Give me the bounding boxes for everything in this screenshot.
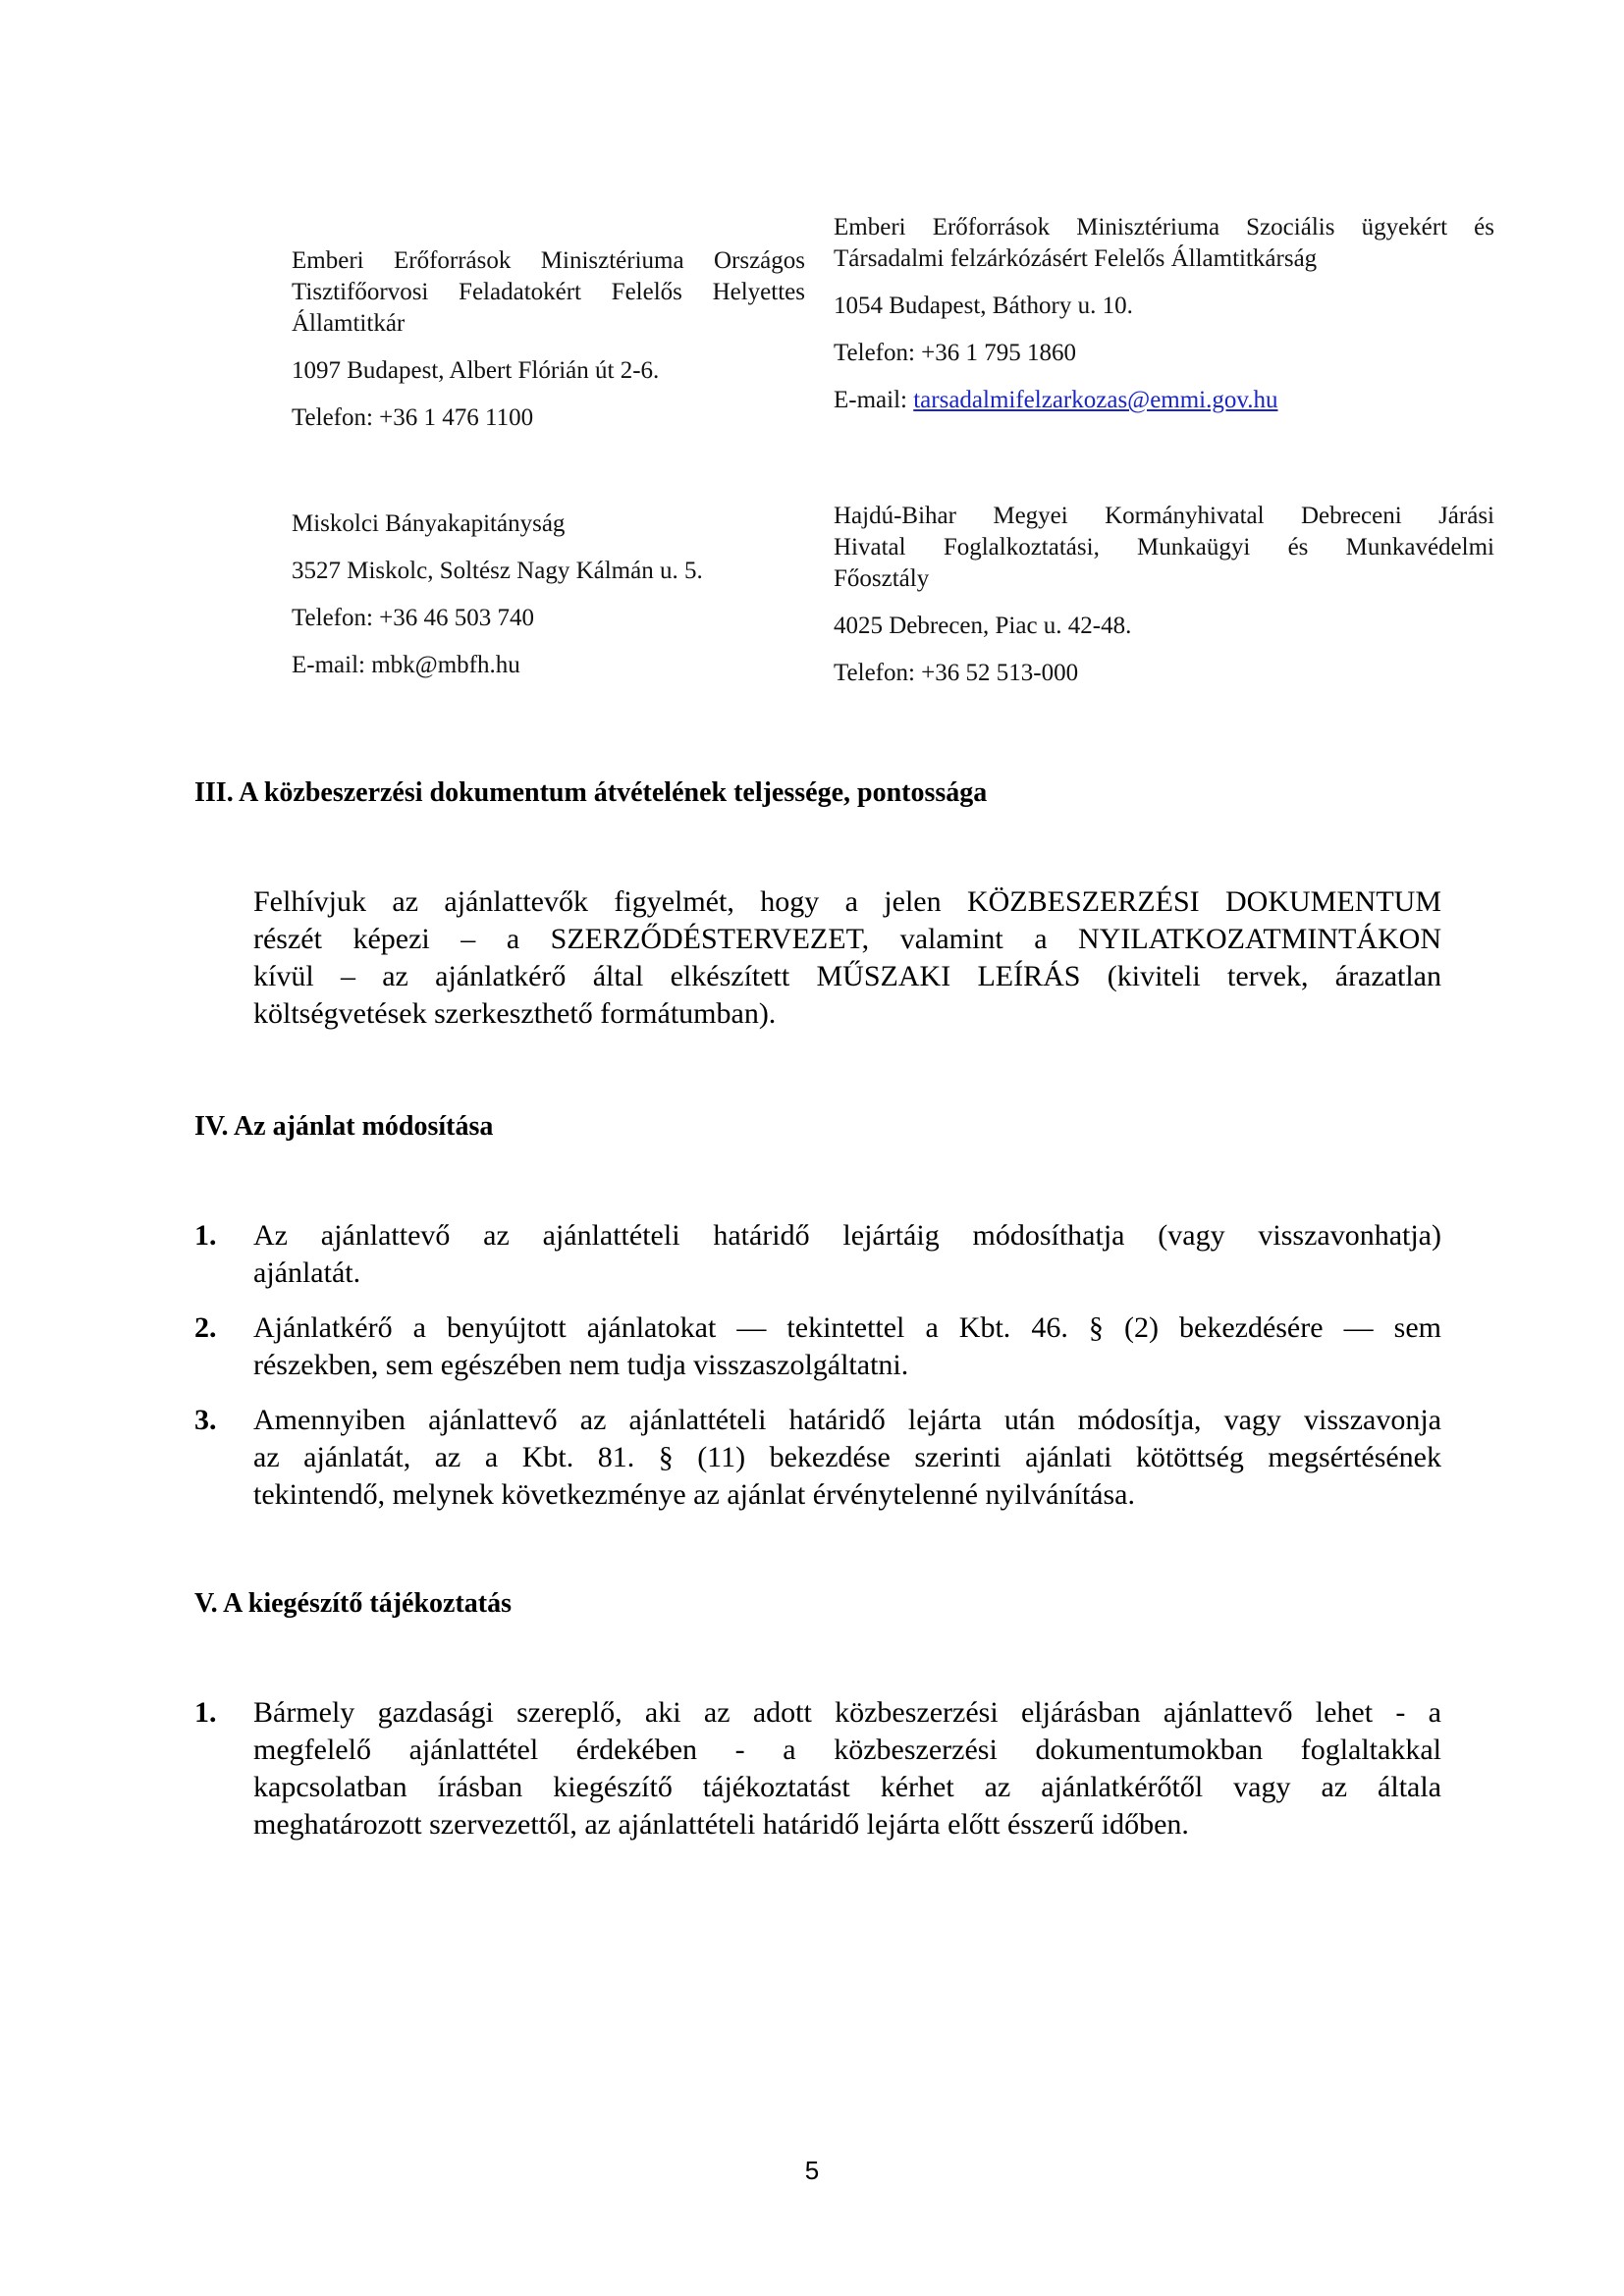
section-5-item-1 bbox=[194, 1694, 1441, 1843]
item-number: 2. bbox=[194, 1311, 217, 1344]
item-text: Az ajánlattevő az ajánlattételi határidő lejártáig módosíthatja (vagy visszavonhatja) ajánlatát. bbox=[253, 1219, 1441, 1289]
section-4-item-2 bbox=[194, 1309, 1441, 1384]
item-number: 1. bbox=[194, 1696, 217, 1729]
section-4-item-3 bbox=[194, 1402, 1441, 1514]
contact-email: E-mail: mbk@mbfh.hu bbox=[292, 652, 520, 678]
item-text: Bármely gazdasági szereplő, aki az adott közbeszerzési eljárásban ajánlattevő lehet - a megfelelő ajánlattétel érdekében - a közbeszerzési dokumentumokban foglaltakkal kapcsolatban írásban kiegészítő tájékoztatást kérhet az ajánlatkérőtől vagy az általa meghatározott szervezettől, az ajánlattételi határidő lejárta előtt ésszerű időben. bbox=[253, 1696, 1441, 1841]
page-number: 5 bbox=[804, 2156, 820, 2185]
contact-org: Emberi Erőforrások Minisztériuma Szociális ügyekért és Társadalmi felzárkózásért Felelős Államtitkárság bbox=[834, 214, 1494, 272]
item-number: 3. bbox=[194, 1404, 217, 1436]
contact-phone: Telefon: +36 52 513-000 bbox=[834, 660, 1079, 686]
email-label: E-mail: bbox=[834, 387, 914, 413]
contact-address: 4025 Debrecen, Piac u. 42-48. bbox=[834, 613, 1132, 639]
section-3-paragraph: Felhívjuk az ajánlattevők figyelmét, hogy a jelen KÖZBESZERZÉSI DOKUMENTUM részét képezi – a SZERZŐDÉSTERVEZET, valamint a NYILATKOZATMINTÁKON kívül – az ajánlatkérő által elkészített MŰSZAKI LEÍRÁS (kiviteli tervek, árazatlan költségvetések szerkeszthető formátumban). bbox=[253, 885, 1441, 1030]
item-number: 1. bbox=[194, 1219, 217, 1252]
contact-phone: Telefon: +36 46 503 740 bbox=[292, 605, 535, 631]
section-3-heading: III. A közbeszerzési dokumentum átvételének teljessége, pontossága bbox=[194, 777, 988, 808]
section-5-heading: V. A kiegészítő tájékoztatás bbox=[194, 1588, 512, 1619]
email-link[interactable]: tarsadalmifelzarkozas@emmi.gov.hu bbox=[913, 387, 1278, 413]
contact-hajdu-bihar-kormanyhivatal bbox=[834, 501, 1494, 689]
contact-miskolci-banyakapitanysag bbox=[292, 508, 805, 681]
contact-phone: Telefon: +36 1 795 1860 bbox=[834, 340, 1077, 366]
contact-phone: Telefon: +36 1 476 1100 bbox=[292, 404, 534, 431]
item-text: Ajánlatkérő a benyújtott ajánlatokat — tekintettel a Kbt. 46. § (2) bekezdésére — sem részekben, sem egészében nem tudja visszaszolgáltatni. bbox=[253, 1311, 1441, 1381]
contact-org: Miskolci Bányakapitányság bbox=[292, 510, 566, 537]
contact-emmi-szocialis bbox=[834, 212, 1494, 416]
contact-org: Emberi Erőforrások Minisztériuma Országos Tisztifőorvosi Feladatokért Felelős Helyettes Államtitkár bbox=[292, 247, 805, 337]
contact-address: 3527 Miskolc, Soltész Nagy Kálmán u. 5. bbox=[292, 558, 703, 584]
contact-emmi-tisztifoorvos bbox=[292, 245, 805, 434]
contact-address: 1097 Budapest, Albert Flórián út 2-6. bbox=[292, 357, 660, 384]
item-text: Amennyiben ajánlattevő az ajánlattételi határidő lejárta után módosítja, vagy visszavonja az ajánlatát, az a Kbt. 81. § (11) bekezdése szerinti ajánlati kötöttség megsértésének tekintendő, melynek következménye az ajánlat érvénytelenné nyilvánítása. bbox=[253, 1404, 1441, 1511]
contact-org: Hajdú-Bihar Megyei Kormányhivatal Debreceni Járási Hivatal Foglalkoztatási, Munkaügyi és Munkavédelmi Főosztály bbox=[834, 503, 1494, 592]
contact-email bbox=[834, 385, 1494, 416]
section-4-item-1 bbox=[194, 1217, 1441, 1292]
contact-address: 1054 Budapest, Báthory u. 10. bbox=[834, 293, 1133, 319]
section-4-heading: IV. Az ajánlat módosítása bbox=[194, 1111, 494, 1142]
